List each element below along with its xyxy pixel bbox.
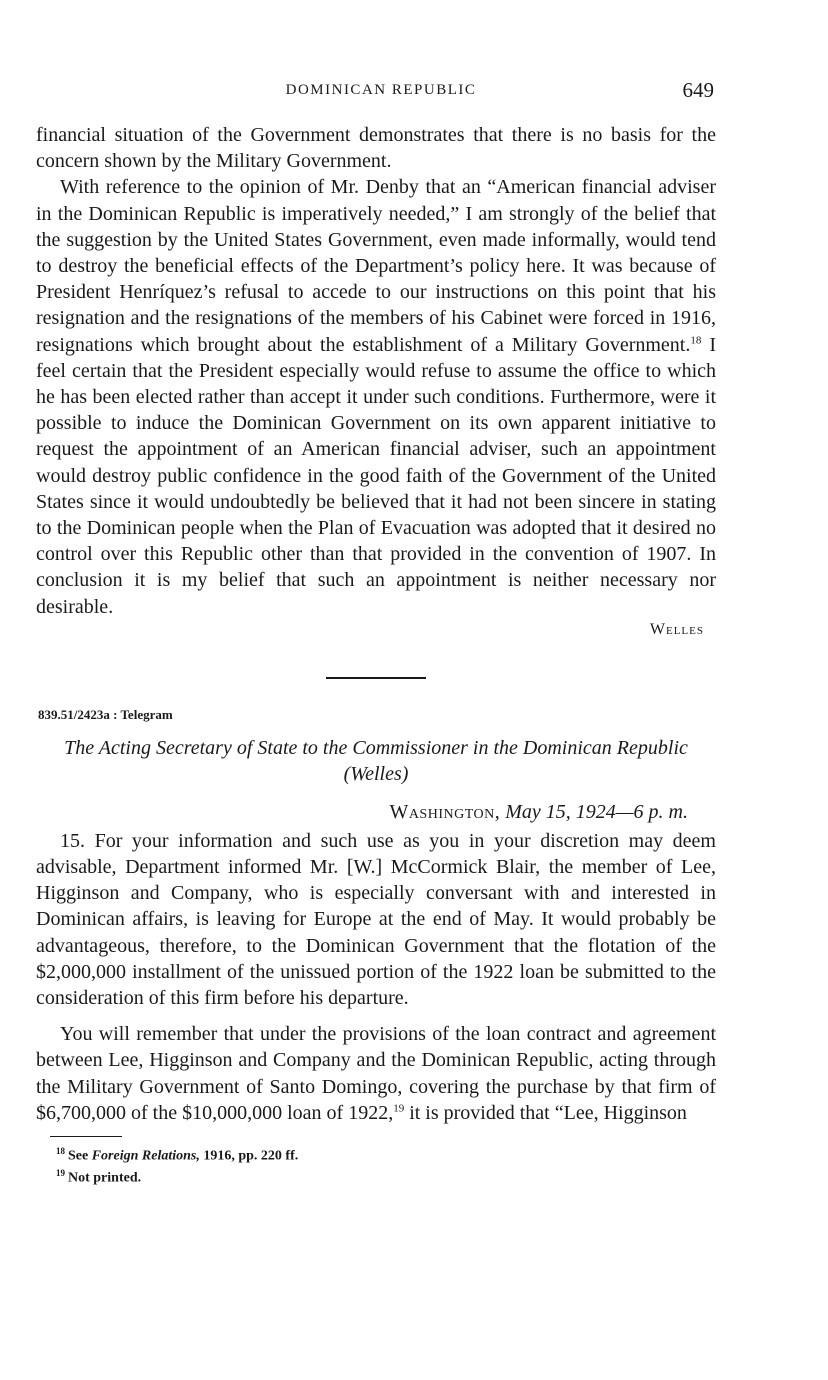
footnotes <box>36 1143 716 1186</box>
footnote-18-source: Foreign Relations, <box>91 1148 200 1164</box>
footnote-mark-18: 18 <box>56 1146 65 1157</box>
footnote-rule <box>50 1136 122 1137</box>
telegram-paragraph-1: 15. For your information and such use as you in your discretion may deem advisable, Department informed Mr. [W.] McCormick Blair, the member of Lee, Higginson and Company, who is especially conversant with and interested in Dominican affairs, is leaving for Europe at the end of May. It would probably be advantageous, therefore, to the Dominican Government that the flotation of the $2,000,000 installment of the unissued portion of the 1922 loan be submitted to the consideration of this firm before his departure. <box>36 829 716 1010</box>
telegram-paragraph-2 <box>36 1021 716 1126</box>
footnote-mark-19: 19 <box>56 1167 65 1178</box>
adviser-paragraph-text-b: I feel certain that the President especially would refuse to assume the office to which he has been elected rather than accept it under such conditions. Furthermore, were it possible to induce the Dominican Government on its own apparent initiative to request the appointment of an American financial adviser, such an appointment would destroy public confidence in the good faith of the Government of the United States since it would undoubtedly be believed that it had not been sincere in stating to the Dominican people when the Plan of Evacuation was adopted that it desired no control over this Republic other than that provided in the convention of 1907. In conclusion it is my belief that such an appointment is neither necessary nor desirable. <box>36 333 716 618</box>
footnote-19-text: Not printed. <box>68 1170 142 1186</box>
document-heading: The Acting Secretary of State to the Commissioner in the Dominican Republic (Welles) <box>64 736 688 785</box>
dateline-date: May 15, 1924—6 p. m. <box>505 800 688 823</box>
signature: Welles <box>649 620 704 638</box>
footnote-18-rest: 1916, pp. 220 ff. <box>199 1148 299 1164</box>
document-page <box>36 0 726 1380</box>
footnote-18-lead: See <box>68 1148 92 1164</box>
footnote-18 <box>56 1143 716 1165</box>
running-head <box>36 78 726 104</box>
footnote-19 <box>56 1165 716 1187</box>
telegram-paragraph-2-text-a: You will remember that under the provisions of the loan contract and agreement between Lee, Higginson and Company and the Dominican Republic, acting through the Military Government of Santo Domingo, covering the purchase by that firm of $6,700,000 of the $10,000,000 loan of 1922, <box>36 1023 716 1124</box>
footnote-ref-18[interactable]: 18 <box>690 333 702 346</box>
adviser-paragraph <box>36 174 716 619</box>
file-reference: 839.51/2423a : Telegram <box>38 706 173 722</box>
continuation-paragraph: financial situation of the Government demonstrates that there is no basis for the concern shown by the Military Government. <box>36 124 716 173</box>
telegram-paragraph-2-text-b: it is provided that “Lee, Higginson <box>404 1101 687 1124</box>
page-number: 649 <box>682 78 714 102</box>
footnote-ref-19[interactable]: 19 <box>393 1102 405 1115</box>
dateline <box>36 801 688 824</box>
running-head-title: DOMINICAN REPUBLIC <box>285 82 477 98</box>
page-body <box>36 122 716 1186</box>
dateline-place: Washington, <box>389 800 501 823</box>
section-divider <box>326 677 426 679</box>
adviser-paragraph-text-a: With reference to the opinion of Mr. Denby that an “American financial adviser in the Dominican Republic is imperatively needed,” I am strongly of the belief that the suggestion by the United States Government, even made informally, would tend to destroy the beneficial effects of the Department’s policy here. It was because of President Henríquez’s refusal to accede to our instructions on this point that his resignation and the resignations of the members of his Cabinet were forced in 1916, resignations which brought about the establishment of a Military Government. <box>36 176 716 356</box>
